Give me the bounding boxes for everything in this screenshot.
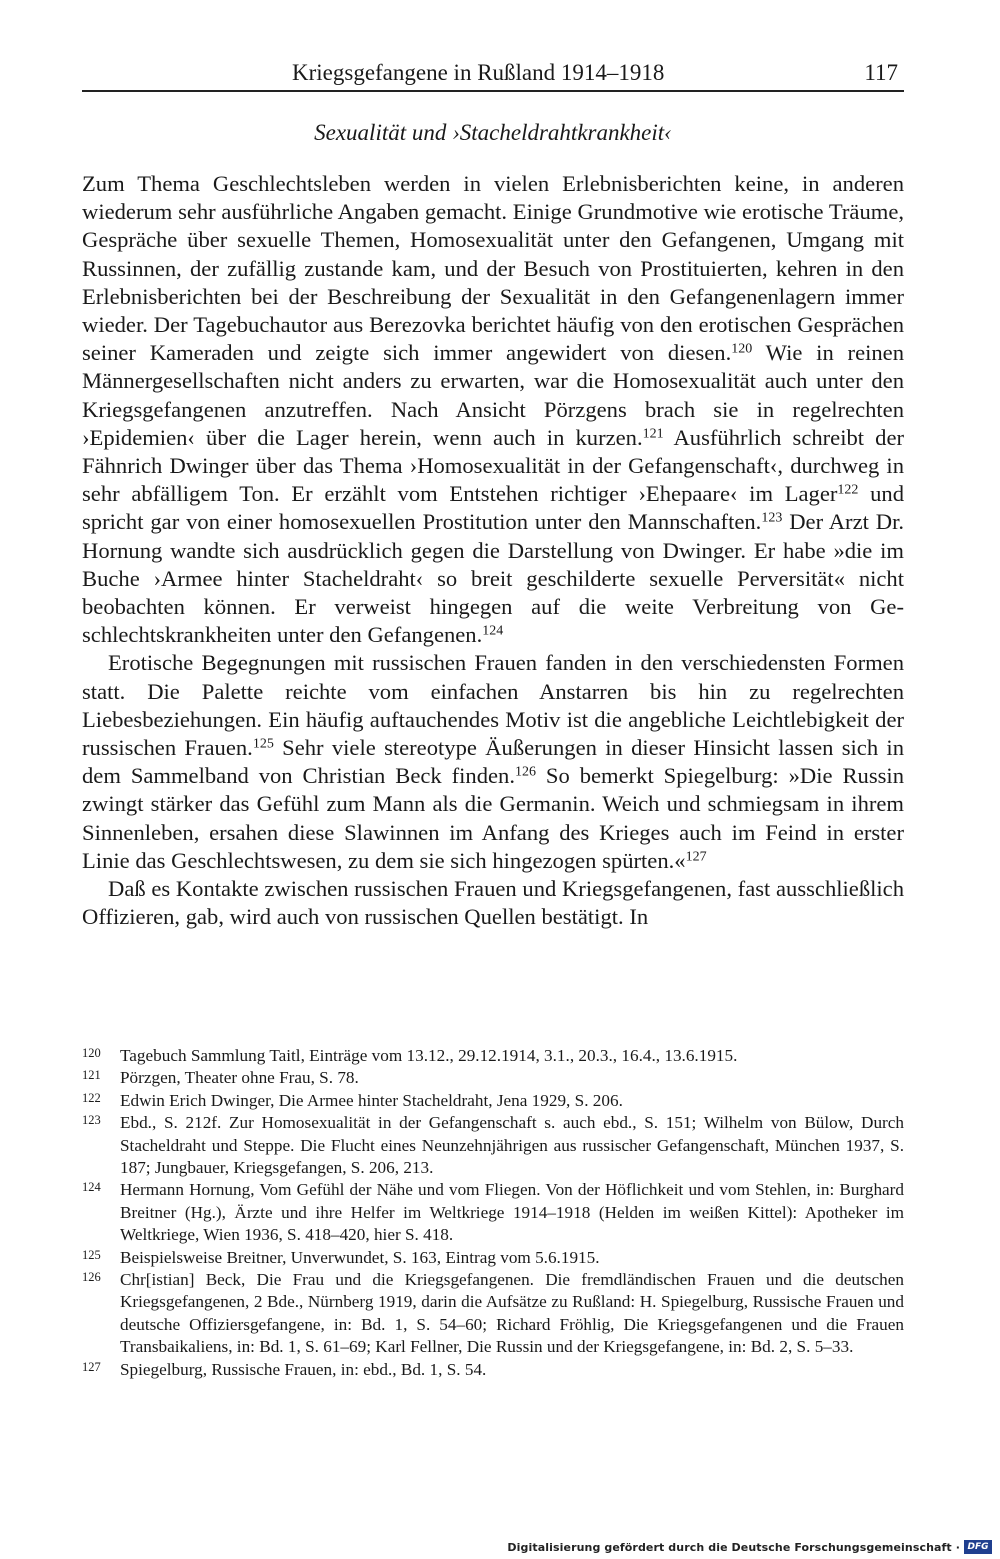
footnote-ref: 123 — [761, 510, 783, 526]
text-run: Erotische Begegnungen mit russischen Frauen fanden in den verschiedensten Formen statt. Die Palette reichte vom einfachen Anstarren bis hin zu regelrechten Liebesbeziehungen. Ein häufig auftauchendes Motiv ist die angebliche Leichtlebigkeit der russischen Frauen. — [82, 650, 904, 761]
footnote — [82, 1247, 904, 1269]
footnote-text: Hermann Hornung, Vom Gefühl der Nähe und vom Fliegen. Von der Höflichkeit und vom Stehlen, in: Burghard Breitner (Hg.), Ärzte und ihre Helfer im Weltkriege 1914–1918 (Helden im weißen Kittel): Apotheker im Weltkriege, Wien 1936, S. 418–420, hier S. 418. — [120, 1180, 904, 1245]
footnote-ref: 127 — [685, 849, 707, 865]
text-run: Ausführlich schreibt der Fähnrich Dwinger über das Thema ›Homosexualität in der Gefangenschaft‹, durchweg in sehr abfälligem Ton. Er erzählt vom Entstehen richtiger ›Ehepaare‹ im Lager — [82, 424, 905, 507]
body-text — [82, 170, 904, 931]
text-run: und spricht gar von einer homosexuellen Prostitution unter den Mannschaften. — [82, 481, 904, 535]
text-run: Zum Thema Geschlechtsleben werden in vielen Erlebnisberichten keine, in anderen wiederum sehr ausführliche Angaben gemacht. Einige Grundmotive wie erotische Träume, Gespräche über sexuelle Themen, Homosexualität unter den Gefangenen, Umgang mit Russinnen, der zufällig zustande kam, und der Besuch von Prostituierten, kehren in den Erlebnisberichten bei der Beschreibung der Sexualität in den Gefangenenlagern immer wieder. Der Tagebuchautor aus Berezovka berichtet häufig von den erotischen Gesprächen seiner Kameraden und zeigte sich immer angewidert von diesen. — [82, 171, 904, 366]
text-run: Der Arzt Dr. Hornung wandte sich ausdrücklich gegen die Darstellung von Dwinger. Er habe »die im Buche ›Armee hinter Stacheldraht‹ so breit geschilderte sexuelle Perversität« nicht beobachten können. Er verweist hingegen auf die weite Verbreitung von Geschlechtskrankheiten unter den Gefangenen. — [82, 509, 904, 648]
footnote-ref: 124 — [482, 623, 504, 639]
footnote-text: Spiegelburg, Russische Frauen, in: ebd., Bd. 1, S. 54. — [120, 1359, 487, 1379]
running-title: Kriegsgefangene in Rußland 1914–1918 — [292, 60, 665, 85]
footnote — [82, 1359, 904, 1381]
footnote-ref: 120 — [731, 341, 753, 357]
body-paragraph — [82, 649, 904, 875]
body-paragraph — [82, 170, 904, 649]
footnote-text: Tagebuch Sammlung Taitl, Einträge vom 13.12., 29.12.1914, 3.1., 20.3., 16.4., 13.6.1915. — [120, 1046, 738, 1065]
footnote-text: Edwin Erich Dwinger, Die Armee hinter Stacheldraht, Jena 1929, S. 206. — [120, 1090, 623, 1110]
running-header — [82, 60, 904, 92]
footnote — [82, 1179, 904, 1246]
page-number: 117 — [864, 60, 898, 85]
digitization-credit — [507, 1537, 992, 1557]
footnote-number: 121 — [82, 1068, 101, 1083]
footnote-ref: 122 — [837, 482, 859, 498]
footnote-ref: 121 — [642, 426, 664, 442]
footnote-text: Chr[istian] Beck, Die Frau und die Kriegsgefangenen. Die fremdländischen Frauen und die deutschen Kriegsgefangenen, 2 Bde., Nürnberg 1919, darin die Aufsätze zu Rußland: H. Spiegelburg, Russische Frauen und deutsche Offiziersgefangene, in: Bd. 1, S. 54–60; Richard Fröhlig, Die Kriegsgefangenen und die Frauen Transbaikaliens, in: Bd. 1, S. 61–69; Karl Fellner, Die Russin und der Kriegsgefangene, in: Bd. 2, S. 5–33. — [120, 1270, 904, 1357]
footnote-number: 123 — [82, 1113, 101, 1128]
footnote-text: Pörzgen, Theater ohne Frau, S. 78. — [120, 1068, 359, 1088]
text-run: Sehr viele stereotype Äußerungen in dieser Hinsicht lassen sich in dem Sammelband von Christian Beck finden. — [82, 735, 904, 789]
body-paragraph — [82, 875, 904, 931]
footnote-number: 120 — [82, 1046, 101, 1060]
footnote-number: 126 — [82, 1270, 101, 1285]
footnote-number: 125 — [82, 1247, 101, 1262]
footnote-ref: 125 — [252, 736, 274, 752]
footnote-text: Ebd., S. 212f. Zur Homosexualität in der Gefangenschaft s. auch ebd., S. 151; Wilhelm von Bülow, Durch Stacheldraht und Steppe. Die Flucht eines Neunzehnjährigen aus russischer Gefangenschaft, München 1937, S. 187; Jungbauer, Kriegsgefangen, S. 206, 213. — [120, 1113, 904, 1178]
footnote-number: 124 — [82, 1180, 101, 1195]
footnote — [82, 1112, 904, 1179]
footnote — [82, 1045, 904, 1067]
text-run: Wie in reinen Männergesellschaften nicht anders zu erwarten, war die Homosexualität auch unter den Kriegsgefangenen anzutreffen. Nach Ansicht Pörzgens brach sie in regelrechten ›Epidemien‹ über die Lager herein, wenn auch in kurzen. — [82, 340, 904, 450]
dfg-logo-icon: DFG — [964, 1540, 992, 1554]
footnote-number: 127 — [82, 1359, 101, 1374]
footnote-ref: 126 — [515, 764, 536, 780]
section-title: Sexualität und ›Stacheldrahtkrankheit‹ — [314, 120, 672, 145]
text-run: Daß es Kontakte zwischen russischen Frauen und Kriegsgefangenen, fast ausschließlich Offizieren, gab, wird auch von russischen Quellen bestätigt. In — [82, 876, 904, 930]
credit-text: Digitalisierung gefördert durch die Deutsche Forschungsgemeinschaft · — [507, 1540, 960, 1554]
text-run: So bemerkt Spiegelburg: »Die Russin zwingt stärker das Gefühl zum Mann als die Germanin. Weich und schmiegsam in ihrem Sinnenleben, ersahen diese Slawinnen im Anfang des Krieges auch im Feind in erster Linie das Geschlechtswesen, zu dem sie sich hingezogen spürten.« — [82, 763, 904, 873]
footnote-number: 122 — [82, 1090, 101, 1105]
footnotes — [82, 1045, 904, 1381]
footnote — [82, 1090, 904, 1112]
footnote-text: Beispielsweise Breitner, Unverwundet, S. 163, Eintrag vom 5.6.1915. — [120, 1247, 600, 1267]
footnote — [82, 1067, 904, 1089]
footnote — [82, 1269, 904, 1359]
